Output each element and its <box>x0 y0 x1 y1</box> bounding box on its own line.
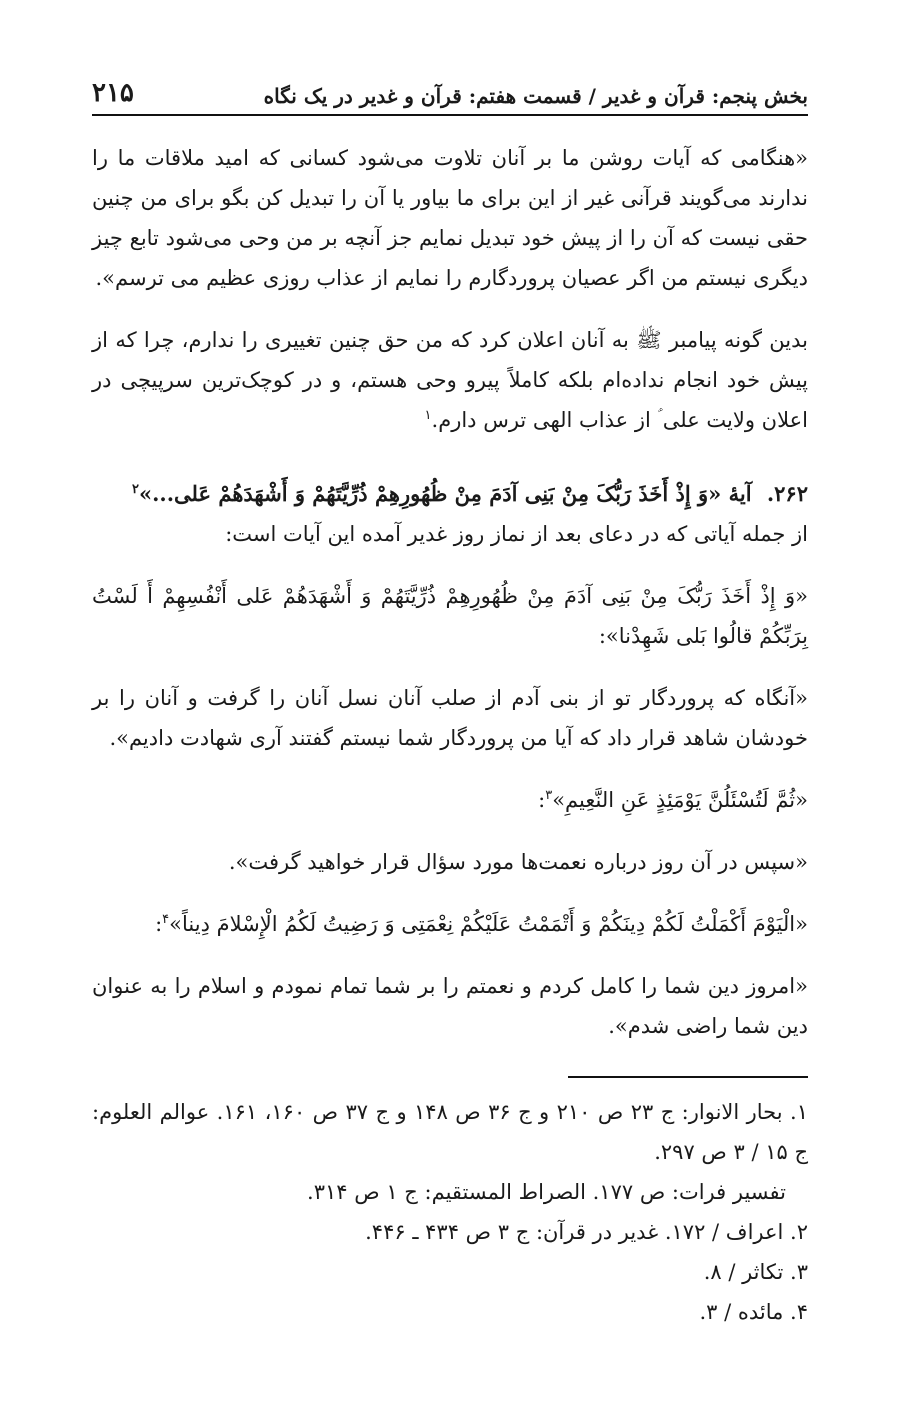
footnote-1: ۱. بحار الانوار: ج ۲۳ ص ۲۱۰ و ج ۳۶ ص ۱۴۸ و ج ۳۷ ص ۱۶۰، ۱۶۱. عوالم العلوم: ج ۱۵ / ۳ ص ۲۹۷. <box>92 1100 808 1164</box>
page-number: ۲۱۵ <box>92 78 134 108</box>
footnote-1-continued: تفسیر فرات: ص ۱۷۷. الصراط المستقیم: ج ۱ ص ۳۱۴. <box>307 1180 786 1204</box>
paragraph-5: «آنگاه که پروردگار تو از بنی آدم از صلب آنان نسل آنان را گرفت و آنان را بر خودشان شاهد قرار داد که آیا من پروردگار شما نیستم گفتند آری شهادت دادیم». <box>92 686 808 750</box>
footnote-ref-2: ۲ <box>132 482 139 497</box>
section-number: ۲۶۲. <box>766 481 808 506</box>
section-heading <box>92 474 808 514</box>
section-title: آیهٔ «وَ إِذْ أَخَذَ رَبُّکَ مِنْ بَنِی آدَمَ مِنْ ظُهُورِهِمْ ذُرِّیَّتَهُمْ وَ أَشْهَدَهُمْ عَلی...» <box>139 481 752 506</box>
verse-3-text: «الْیَوْمَ أَکْمَلْتُ لَکُمْ دِینَکُمْ وَ أَتْمَمْتُ عَلَیْکُمْ نِعْمَتِی وَ رَضِیتُ لَکُمُ الْإِسْلامَ دِیناً» <box>169 912 808 936</box>
paragraph-2 <box>92 320 808 440</box>
verse-3-colon: : <box>155 912 163 936</box>
footnote-2: ۲. اعراف / ۱۷۲. غدیر در قرآن: ج ۳ ص ۴۳۴ ـ ۴۴۶. <box>365 1220 808 1244</box>
running-title: بخش پنجم: قرآن و غدیر / قسمت هفتم: قرآن و غدیر در یک نگاه <box>263 84 808 108</box>
paragraph-2-text: بدین گونه پیامبر ﷺ به آنان اعلان کرد که من حق چنین تغییری را ندارم، چرا که از پیش خود انجام نداده‌ام بلکه کاملاً پیرو وحی هستم، و در کوچک‌ترین سرپیچی در اعلان ولایت علی ؑ از عذاب الهی ترس دارم. <box>92 328 808 432</box>
verse-2-colon: : <box>538 788 546 812</box>
book-page <box>92 60 808 1380</box>
paragraph-3: از جمله آیاتی که در دعای بعد از نماز روز غدیر آمده این آیات است: <box>225 522 808 546</box>
footnote-divider <box>568 1076 808 1078</box>
verse-1: «وَ إِذْ أَخَذَ رَبُّکَ مِنْ بَنِی آدَمَ مِنْ ظُهُورِهِمْ ذُرِّیَّتَهُمْ وَ أَشْهَدَهُمْ عَلی أَنْفُسِهِمْ أَ لَسْتُ بِرَبِّکُمْ قالُوا بَلی شَهِدْنا»: <box>92 584 808 648</box>
paragraph-1: «هنگامی که آیات روشن ما بر آنان تلاوت می‌شود کسانی که امید ملاقات ما را ندارند می‌گویند قرآنی غیر از این برای ما بیاور یا آن را تبدیل کن بگو برای من چنین حقی نیست که آن را از پیش خود تبدیل نمایم جز آنچه بر من وحی می‌شود تابع چیز دیگری نیستم من اگر عصیان پروردگارم را نمایم از عذاب روزی عظیم می ترسم». <box>92 146 808 290</box>
footnote-ref-4: ۴ <box>162 912 170 927</box>
page-header <box>92 60 808 116</box>
verse-2 <box>92 780 808 820</box>
verse-2-text: «ثُمَّ لَتُسْئَلُنَّ یَوْمَئِذٍ عَنِ النَّعِیمِ» <box>552 788 808 812</box>
verse-3 <box>92 904 808 944</box>
page-body <box>92 138 808 1046</box>
paragraph-7: «سپس در آن روز درباره نعمت‌ها مورد سؤال قرار خواهید گرفت». <box>228 850 808 874</box>
footnote-3: ۳. تکاثر / ۸. <box>703 1260 808 1284</box>
footnote-ref-1: ۱ <box>424 408 432 423</box>
footnote-ref-3: ۳ <box>545 788 553 803</box>
footnotes <box>92 1092 808 1332</box>
footnote-4: ۴. مائده / ۳. <box>699 1300 808 1324</box>
paragraph-9: «امروز دین شما را کامل کردم و نعمتم را بر شما تمام نمودم و اسلام را به عنوان دین شما راضی شدم». <box>92 974 808 1038</box>
